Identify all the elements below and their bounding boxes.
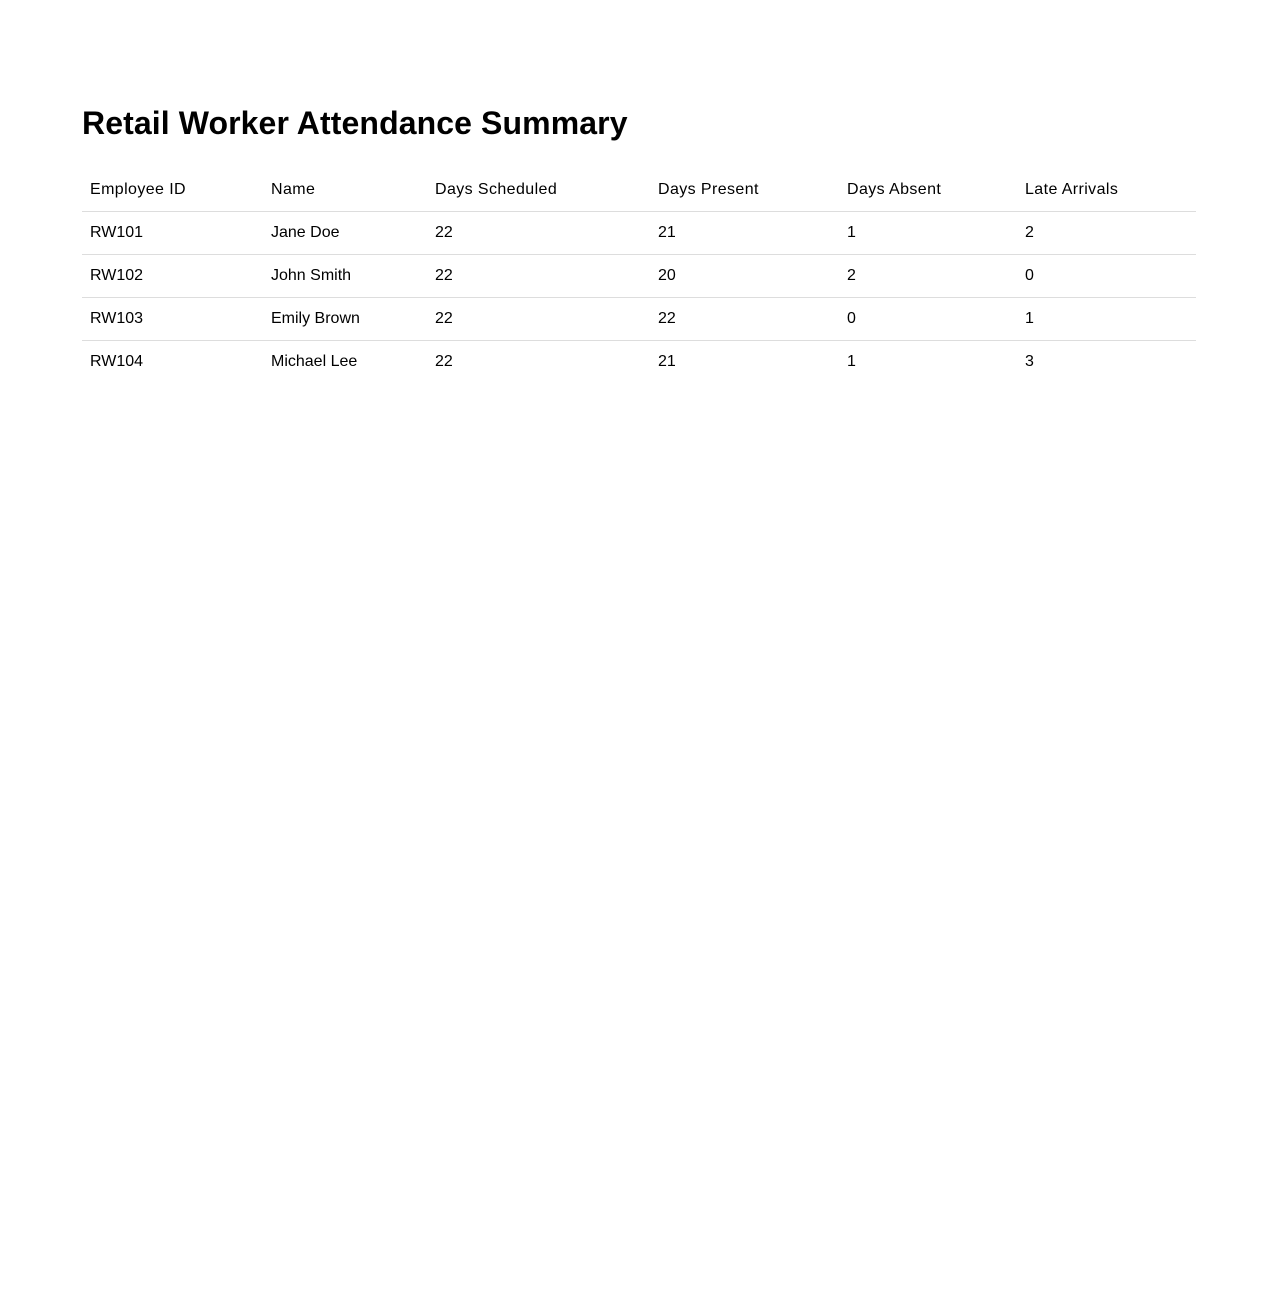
table-body <box>82 212 1196 384</box>
column-header-days-absent: Days Absent <box>839 168 1017 212</box>
header-row <box>82 168 1196 212</box>
cell-late-arrivals: 2 <box>1017 212 1196 255</box>
column-header-late-arrivals: Late Arrivals <box>1017 168 1196 212</box>
cell-days-scheduled: 22 <box>427 212 650 255</box>
cell-employee-id: RW103 <box>82 298 263 341</box>
cell-name: Michael Lee <box>271 353 358 370</box>
cell-days-present: 21 <box>650 212 839 255</box>
column-header-employee-id: Employee ID <box>82 168 263 212</box>
cell-days-absent: 2 <box>839 255 1017 298</box>
table-row <box>82 255 1196 298</box>
cell-employee-id: RW104 <box>90 353 144 370</box>
table-header <box>82 168 1196 212</box>
cell-days-absent: 1 <box>847 353 856 370</box>
cell-late-arrivals: 3 <box>1025 353 1034 370</box>
cell-days-present: 22 <box>650 298 839 341</box>
table-row <box>82 341 1196 384</box>
cell-days-absent: 0 <box>839 298 1017 341</box>
page <box>0 0 1278 383</box>
column-header-days-present: Days Present <box>650 168 839 212</box>
cell-days-scheduled: 22 <box>435 353 453 370</box>
cell-employee-id: RW101 <box>82 212 263 255</box>
cell-name: John Smith <box>263 255 427 298</box>
cell-late-arrivals: 1 <box>1017 298 1196 341</box>
cell-name: Jane Doe <box>263 212 427 255</box>
column-header-days-scheduled: Days Scheduled <box>427 168 650 212</box>
cell-days-scheduled: 22 <box>427 255 650 298</box>
table-row <box>82 212 1196 255</box>
cell-days-present: 20 <box>650 255 839 298</box>
cell-late-arrivals: 0 <box>1017 255 1196 298</box>
cell-days-present: 21 <box>658 353 676 370</box>
cell-days-absent: 1 <box>839 212 1017 255</box>
cell-days-scheduled: 22 <box>427 298 650 341</box>
attendance-table <box>82 168 1196 383</box>
column-header-name: Name <box>263 168 427 212</box>
cell-name: Emily Brown <box>263 298 427 341</box>
table-row <box>82 298 1196 341</box>
page-title: Retail Worker Attendance Summary <box>82 105 628 141</box>
cell-employee-id: RW102 <box>82 255 263 298</box>
